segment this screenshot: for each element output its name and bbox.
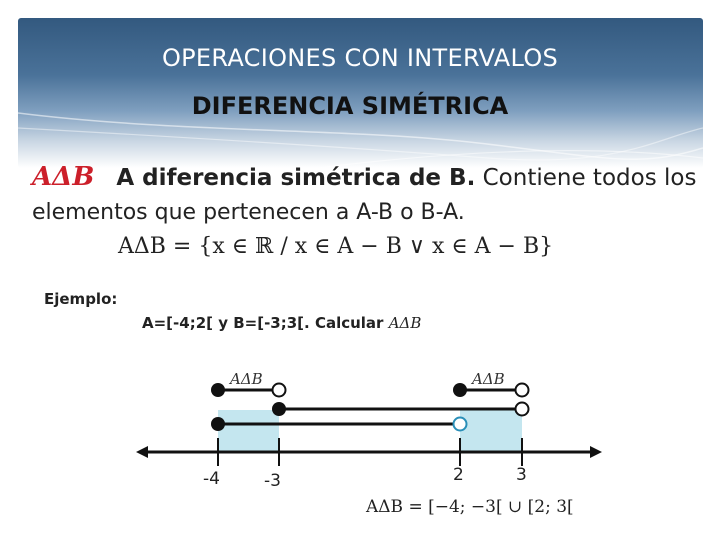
arrow-right <box>590 446 602 458</box>
tick-label: 3 <box>516 465 527 485</box>
definition-bold-text: A diferencia simétrica de B. <box>116 165 476 191</box>
shaded-region-left <box>218 410 279 452</box>
example-given-text: A=[-4;2[ y B=[-3;3[. Calcular <box>142 314 384 332</box>
example-result: AΔB = [−4; −3[ ∪ [2; 3[ <box>366 497 574 517</box>
result-right-open-endpoint <box>516 384 529 397</box>
definition-line-2: elementos que pertenecen a A-B o B-A. <box>32 200 465 225</box>
result-left-open-endpoint <box>273 384 286 397</box>
shaded-region-right <box>460 410 522 452</box>
result-segment-left-label: AΔB <box>230 370 263 388</box>
tick-label: -3 <box>264 471 281 491</box>
tick-label: 2 <box>453 465 464 485</box>
result-segment-right-label: AΔB <box>472 370 505 388</box>
symmetric-difference-symbol: AΔB <box>32 162 95 192</box>
tick-label: -4 <box>203 469 220 489</box>
interval-a-open-endpoint <box>454 418 467 431</box>
page-title: OPERACIONES CON INTERVALOS <box>161 44 559 72</box>
arrow-left <box>136 446 148 458</box>
interval-b-open-endpoint <box>516 403 529 416</box>
result-left-closed-endpoint <box>211 383 225 397</box>
definition-text-1: Contiene todos los <box>475 165 697 191</box>
interval-b-closed-endpoint <box>272 402 286 416</box>
example-label: Ejemplo: <box>44 290 118 308</box>
interval-a-closed-endpoint <box>211 417 225 431</box>
definition-formula: AΔB = {x ∈ ℝ / x ∈ A − B ∨ x ∈ A − B} <box>118 234 554 259</box>
page-subtitle: DIFERENCIA SIMÉTRICA <box>191 92 509 120</box>
result-right-closed-endpoint <box>453 383 467 397</box>
example-given-symbol: AΔB <box>388 314 422 332</box>
